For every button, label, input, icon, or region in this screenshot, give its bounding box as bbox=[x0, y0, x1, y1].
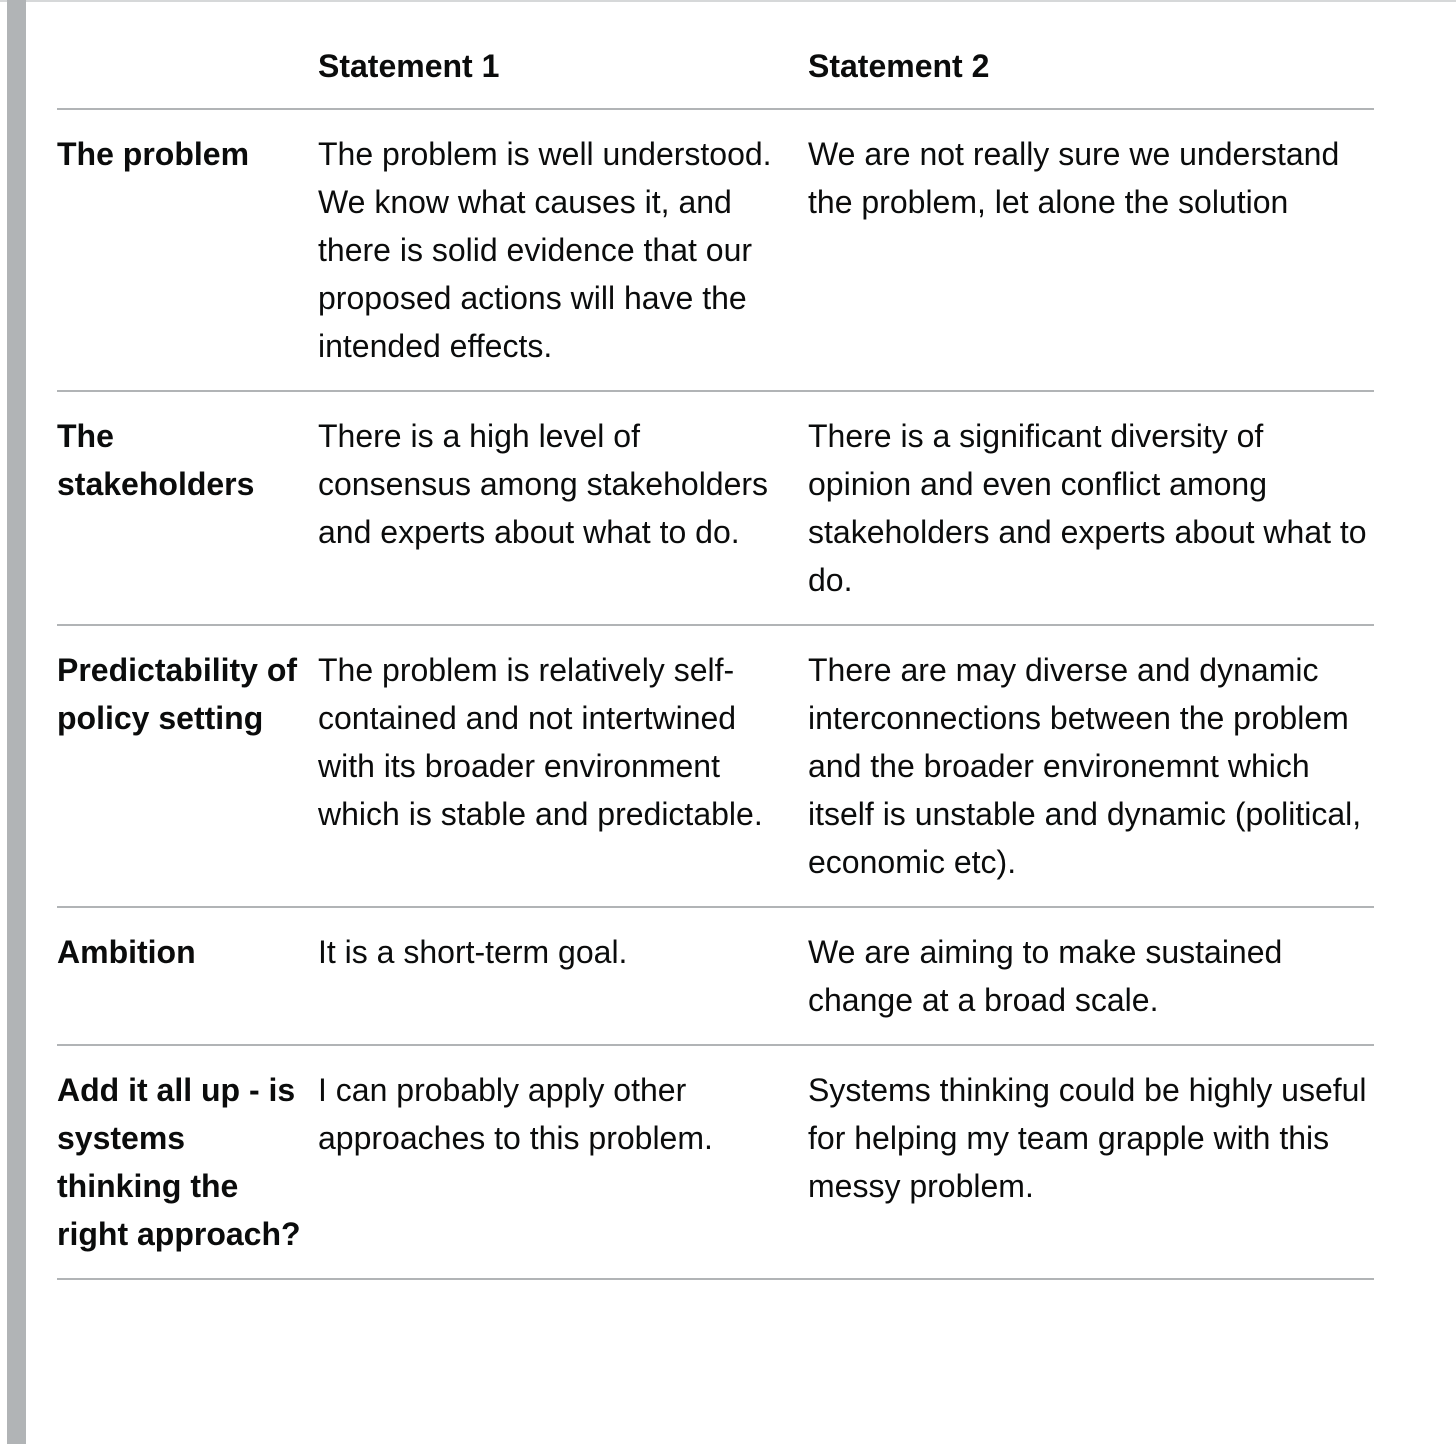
table-row-problem bbox=[57, 109, 1374, 391]
statement-2-cell: Systems thinking could be highly useful for helping my team grapple with this messy problem. bbox=[808, 1045, 1374, 1279]
comparison-table-container bbox=[57, 40, 1374, 1280]
comparison-table bbox=[57, 40, 1374, 1280]
table-body bbox=[57, 109, 1374, 1279]
table-header bbox=[57, 40, 1374, 109]
statement-2-cell: We are aiming to make sustained change at a broad scale. bbox=[808, 907, 1374, 1045]
statement-2-cell: There is a significant diversity of opinion and even conflict among stakeholders and experts about what to do. bbox=[808, 391, 1374, 625]
header-statement-1: Statement 1 bbox=[318, 40, 808, 109]
row-label: The problem bbox=[57, 109, 318, 391]
row-label: Add it all up - is systems thinking the right approach? bbox=[57, 1045, 318, 1279]
statement-2-cell: There are may diverse and dynamic interconnections between the problem and the broader environemnt which itself is unstable and dynamic (political, economic etc). bbox=[808, 625, 1374, 907]
statement-2-cell: We are not really sure we understand the problem, let alone the solution bbox=[808, 109, 1374, 391]
table-row-stakeholders bbox=[57, 391, 1374, 625]
row-label: Predictability of policy setting bbox=[57, 625, 318, 907]
statement-1-cell: There is a high level of consensus among stakeholders and experts about what to do. bbox=[318, 391, 808, 625]
table-row-summary bbox=[57, 1045, 1374, 1279]
statement-1-cell: The problem is relatively self-contained and not intertwined with its broader environment which is stable and predictable. bbox=[318, 625, 808, 907]
statement-1-cell: The problem is well understood. We know what causes it, and there is solid evidence that our proposed actions will have the intended effects. bbox=[318, 109, 808, 391]
row-label: Ambition bbox=[57, 907, 318, 1045]
table-row-predictability bbox=[57, 625, 1374, 907]
table-row-ambition bbox=[57, 907, 1374, 1045]
header-statement-2: Statement 2 bbox=[808, 40, 1374, 109]
statement-1-cell: It is a short-term goal. bbox=[318, 907, 808, 1045]
statement-1-cell: I can probably apply other approaches to this problem. bbox=[318, 1045, 808, 1279]
header-row bbox=[57, 40, 1374, 109]
top-divider bbox=[0, 0, 1456, 2]
left-accent-bar bbox=[7, 0, 26, 1444]
header-empty-cell bbox=[57, 40, 318, 109]
row-label: The stakeholders bbox=[57, 391, 318, 625]
